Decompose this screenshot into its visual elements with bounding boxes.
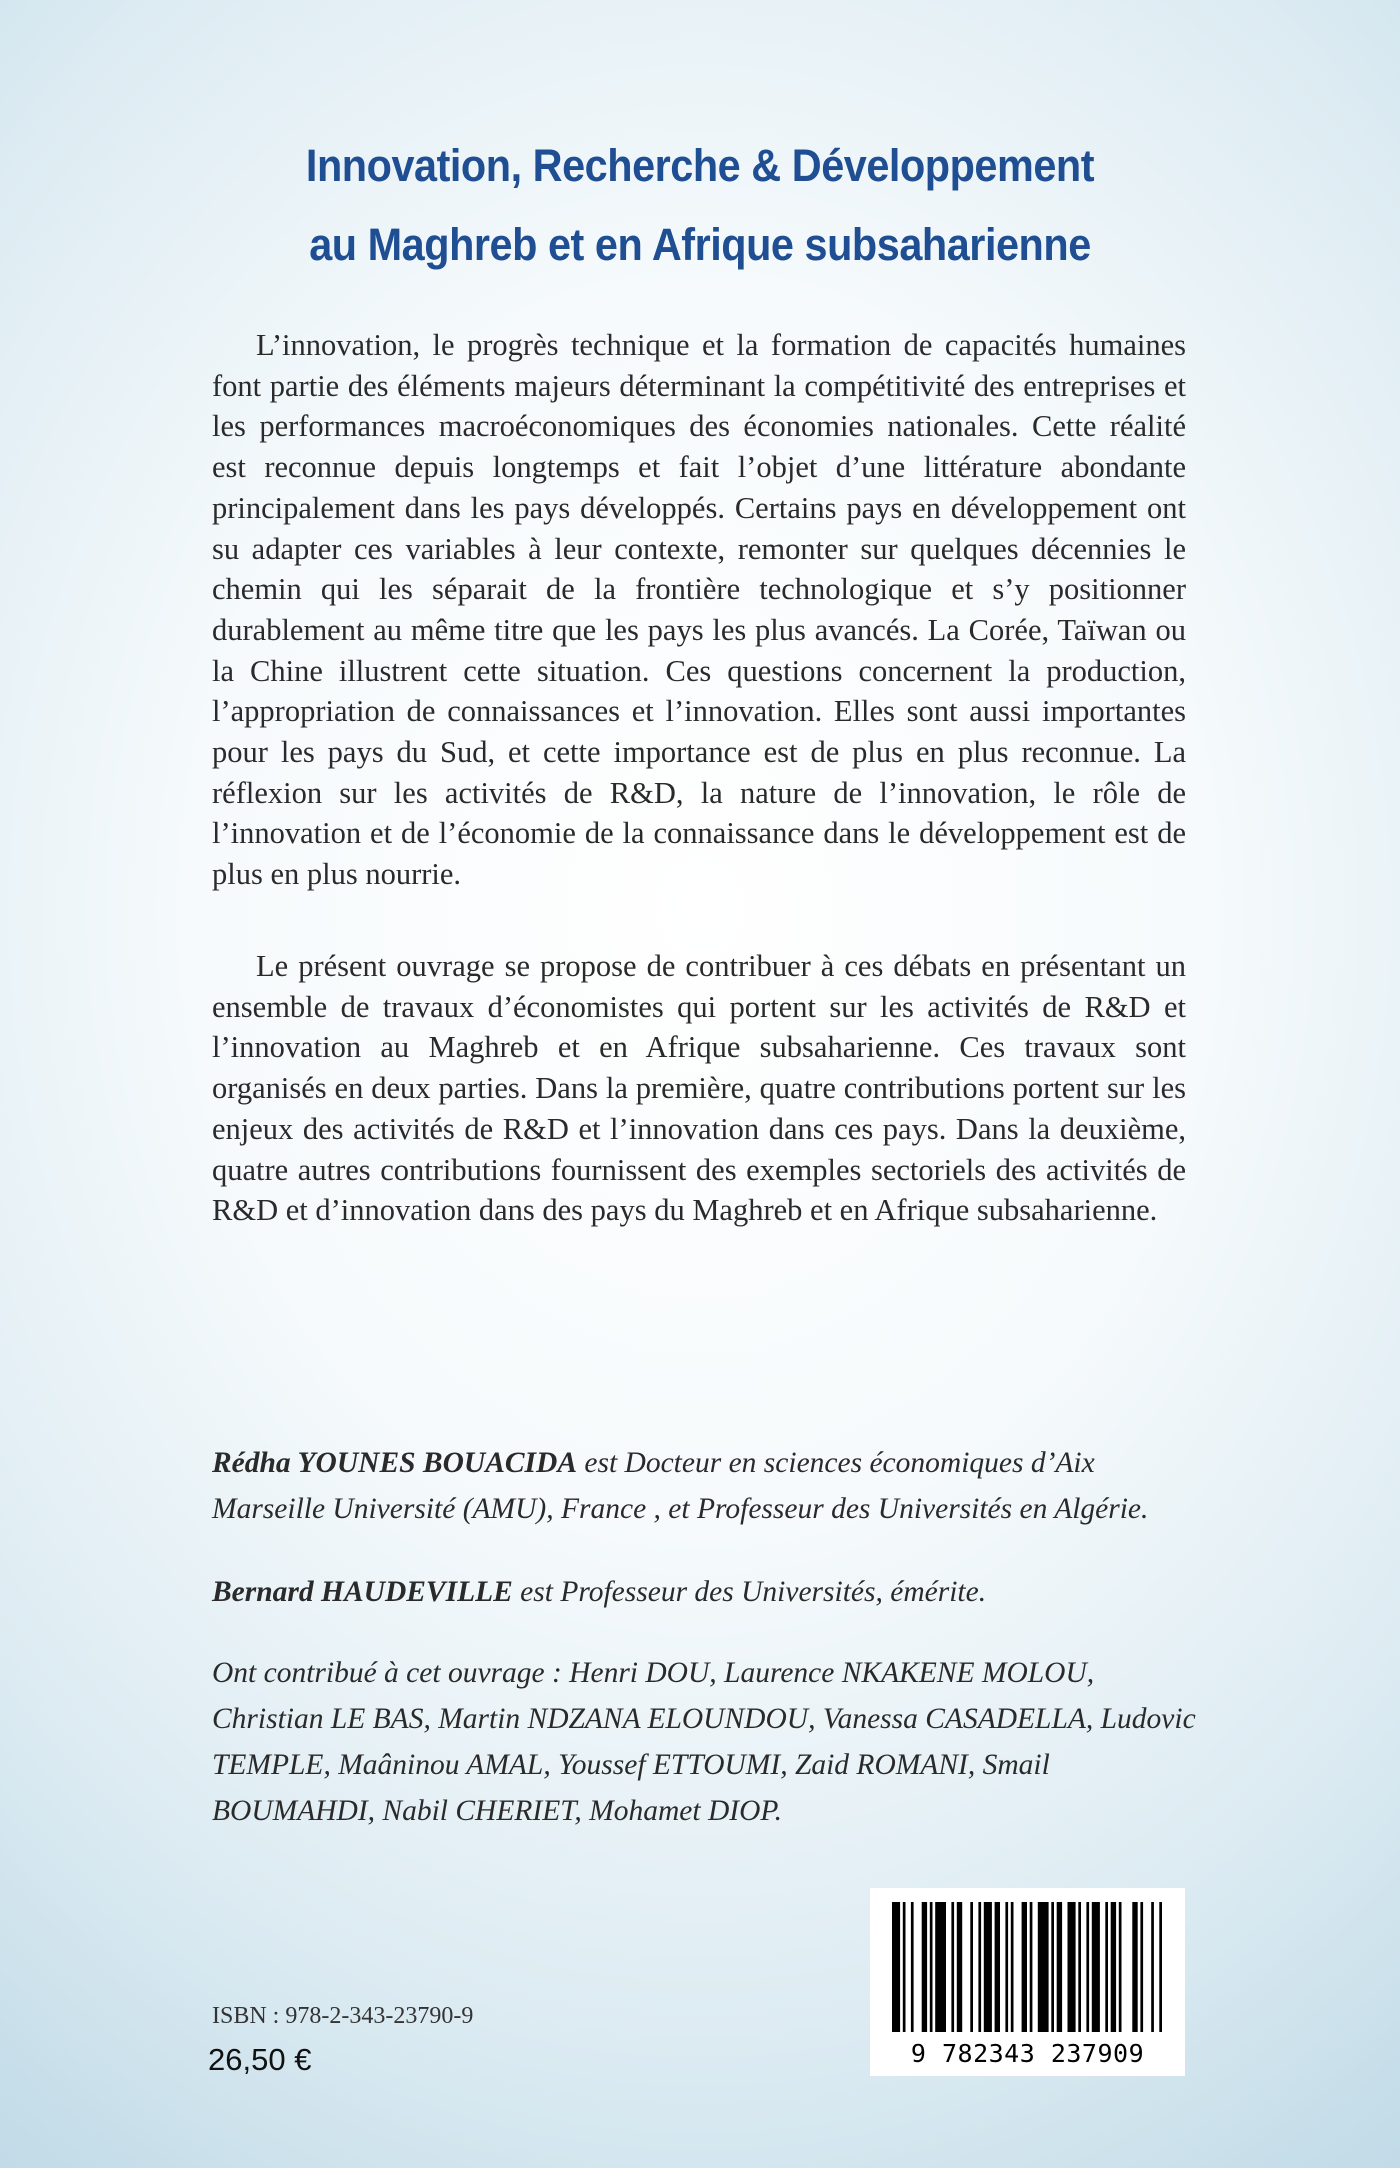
- summary-paragraph-2: Le présent ouvrage se propose de contribuer à ces débats en présentant un ensemble de travaux d’économistes qui portent sur les activités de R&D et l’innovation au Maghreb et en Afrique subsaharienne. Ces travaux sont organisés en deux parties. Dans la première, quatre contributions portent sur les enjeux des activités de R&D et l’innovation dans ces pays. Dans la deuxième, quatre autres contributions fournissent des exemples sectoriels des activités de R&D et d’innovation dans des pays du Maghreb et en Afrique subsaharienne.: [212, 949, 1186, 1228]
- barcode-bar: [1119, 1902, 1122, 2032]
- barcode-bar: [951, 1902, 954, 2032]
- barcode-bar: [1038, 1902, 1049, 2032]
- barcode-bar: [922, 1902, 927, 2032]
- contributors-list: Ont contribué à cet ouvrage : Henri DOU, Laurence NKAKENE MOLOU, Christian LE BAS, Martin NDZANA ELOUNDOU, Vanessa CASADELLA, Ludovic TEMPLE, Maâninou AMAL, Youssef ETTOUMI, Zaid ROMANI, Smail BOUMAHDI, Nabil CHERIET, Mohamet DIOP.: [212, 1657, 1196, 1827]
- barcode-bar: [995, 1902, 1000, 2032]
- barcode-bar: [1151, 1902, 1154, 2032]
- barcode-bar: [1068, 1902, 1076, 2032]
- barcode-digits: 9 782343 237909: [910, 2039, 1145, 2068]
- barcode-bar: [1011, 1902, 1014, 2032]
- barcode: [870, 1888, 1185, 2076]
- author-1-name: Rédha YOUNES BOUACIDA: [212, 1447, 578, 1479]
- author-2-description: est Professeur des Universités, émérite.: [512, 1576, 987, 1608]
- barcode-bar: [1132, 1902, 1137, 2032]
- barcode-bar: [911, 1902, 914, 2032]
- barcode-bar: [892, 1902, 900, 2032]
- barcode-bar: [1159, 1902, 1162, 2032]
- barcode-bar: [935, 1902, 946, 2032]
- barcode-bar: [1030, 1902, 1033, 2032]
- barcode-bar: [1105, 1902, 1108, 2032]
- author-1-description: est Docteur en sciences économiques d’Aix Marseille Université (AMU), France , et Professeur des Universités en Algérie.: [212, 1447, 1149, 1525]
- author-1-bio: [212, 1440, 1202, 1532]
- barcode-bar: [1022, 1902, 1027, 2032]
- barcode-bar: [930, 1902, 933, 2032]
- barcode-bar: [1057, 1902, 1062, 2032]
- summary-paragraph-1: L’innovation, le progrès technique et la formation de capacités humaines font partie des éléments majeurs déterminant la compétitivité des entreprises et les performances macroéconomiques des économies nationales. Cette réalité est reconnue depuis longtemps et fait l’objet d’une littérature abondante principalement dans les pays développés. Certains pays en développement ont su adapter ces variables à leur contexte, remonter sur quelques décennies le chemin qui les séparait de la frontière technologique et s’y positionner durablement au même titre que les pays les plus avancés. La Corée, Taïwan ou la Chine illustrent cette situation. Ces questions concernent la production, l’appropriation de connaissances et l’innovation. Elles sont aussi importantes pour les pays du Sud, et cette importance est de plus en plus reconnue. La réflexion sur les activités de R&D, la nature de l’innovation, le rôle de l’innovation et de l’économie de la connaissance dans le développement est de plus en plus nourrie.: [212, 328, 1186, 892]
- barcode-bar: [1005, 1902, 1008, 2032]
- author-2-bio: [212, 1569, 1202, 1615]
- barcode-bar: [1051, 1902, 1054, 2032]
- barcode-bar: [984, 1902, 992, 2032]
- barcode-bar: [1092, 1902, 1100, 2032]
- barcode-bar: [1086, 1902, 1089, 2032]
- barcode-bars: [870, 1888, 1185, 2038]
- book-title-line-1: Innovation, Recherche & Développement: [305, 140, 1095, 191]
- isbn: ISBN : 978-2-343-23790-9: [212, 2003, 474, 2029]
- barcode-bar: [1111, 1902, 1116, 2032]
- barcode-bar: [1078, 1902, 1081, 2032]
- price: 26,50 €: [208, 2042, 312, 2077]
- barcode-bar: [1140, 1902, 1143, 2032]
- barcode-bar: [978, 1902, 981, 2032]
- book-title-line-2: au Maghreb et en Afrique subsaharienne: [309, 219, 1091, 270]
- barcode-bar: [903, 1902, 906, 2032]
- author-2-name: Bernard HAUDEVILLE: [212, 1576, 513, 1608]
- barcode-bar: [957, 1902, 962, 2032]
- barcode-bar: [970, 1902, 973, 2032]
